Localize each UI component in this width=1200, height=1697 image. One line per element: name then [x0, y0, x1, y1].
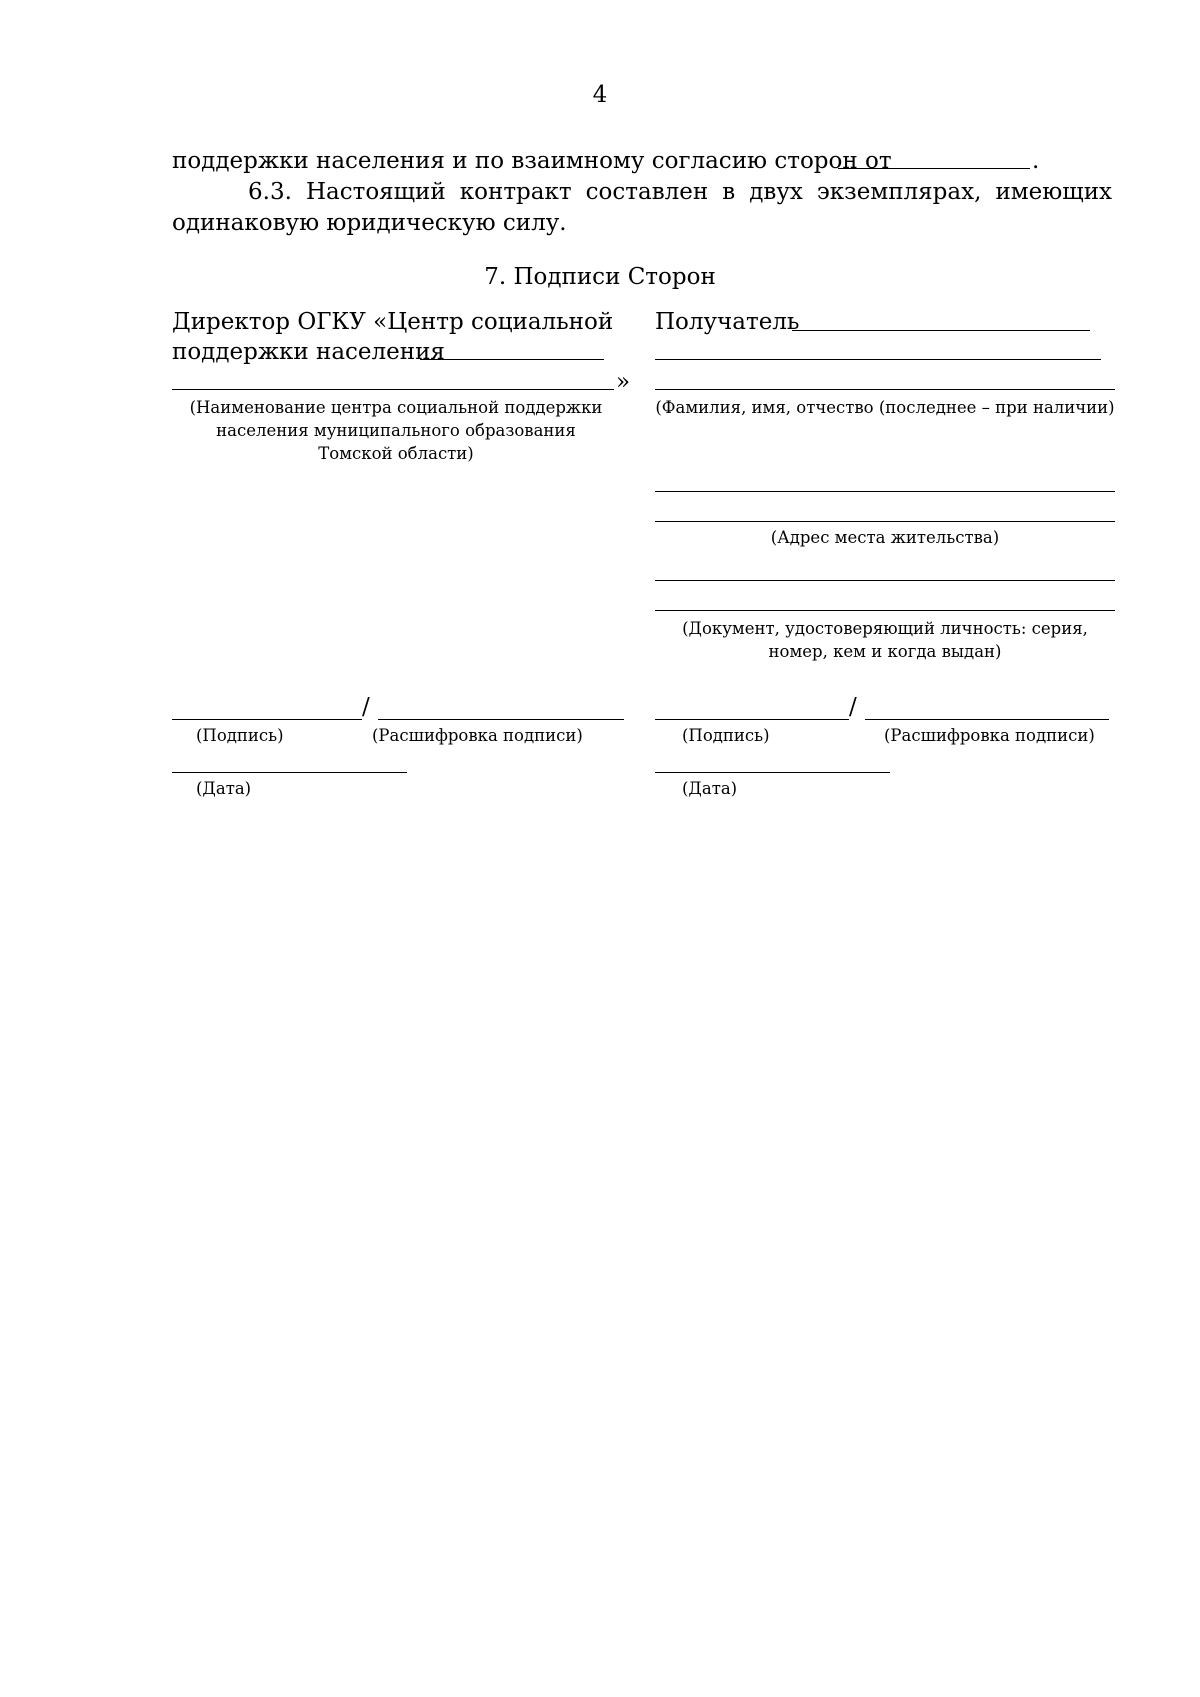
left-signature-blank [172, 719, 362, 720]
paragraph-end-period: . [1032, 148, 1040, 174]
address-blank-2 [655, 521, 1115, 522]
right-decode-blank [865, 719, 1109, 720]
center-name-blank-1 [420, 359, 604, 360]
right-date-blank [655, 772, 890, 773]
left-date-blank [172, 772, 407, 773]
paragraph-continuation: поддержки населения и по взаимному согласию сторон от [172, 148, 892, 174]
recipient-label: Получатель [655, 309, 800, 335]
recipient-blank-3 [655, 389, 1115, 390]
director-line-1: Директор ОГКУ «Центр социальной [172, 309, 614, 335]
right-decode-caption: (Расшифровка подписи) [884, 726, 1095, 745]
address-blank-1 [655, 491, 1115, 492]
left-signature-slash: / [362, 694, 370, 720]
clause-6-3-line-1: 6.3. Настоящий контракт составлен в двух экземплярах, имеющих [248, 179, 1112, 205]
address-caption: (Адрес места жительства) [770, 528, 1000, 547]
right-signature-slash: / [849, 694, 857, 720]
center-name-caption: (Наименование центра социальной поддержки населения муниципального образования Томской области) [189, 398, 603, 463]
fio-caption: (Фамилия, имя, отчество (последнее – при наличии) [655, 398, 1115, 417]
document-blank-1 [655, 580, 1115, 581]
recipient-blank-2 [655, 359, 1101, 360]
contract-date-blank [838, 168, 1030, 169]
clause-6-3-line-2: одинаковую юридическую силу. [172, 210, 567, 236]
page-number: 4 [592, 82, 608, 108]
director-line-2: поддержки населения [172, 339, 445, 365]
closing-quote: » [616, 369, 631, 395]
center-name-blank-2 [172, 389, 614, 390]
section-title: 7. Подписи Сторон [484, 264, 716, 290]
document-caption: (Документ, удостоверяющий личность: серия, номер, кем и когда выдан) [682, 619, 1088, 661]
left-signature-caption: (Подпись) [196, 726, 284, 745]
left-decode-blank [378, 719, 624, 720]
right-signature-blank [655, 719, 849, 720]
recipient-blank-1 [792, 330, 1090, 331]
right-date-caption: (Дата) [682, 779, 738, 798]
document-blank-2 [655, 610, 1115, 611]
left-decode-caption: (Расшифровка подписи) [372, 726, 583, 745]
left-date-caption: (Дата) [196, 779, 252, 798]
right-signature-caption: (Подпись) [682, 726, 770, 745]
